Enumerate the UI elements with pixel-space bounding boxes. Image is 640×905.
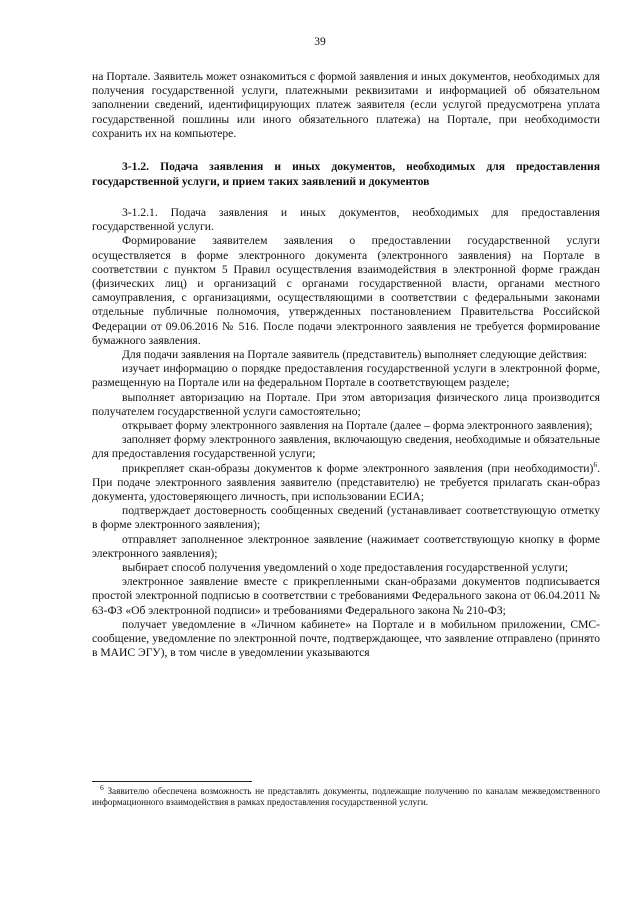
list-item-fill-form: заполняет форму электронного заявления, включающую сведения, необходимые и обязательные для предоставления государственной услуги; (92, 433, 600, 461)
footnote-text: Заявителю обеспечена возможность не представлять документы, подлежащие получению по каналам межведомственного информационного взаимодействия в рамках предоставления государственной услуги. (92, 786, 600, 808)
list-item-open-form: открывает форму электронного заявления на Портале (далее – форма электронного заявления); (122, 419, 593, 433)
paragraph-formation: Формирование заявителем заявления о предоставлении государственной услуги осуществляется в форме электронного документа (электронного заявления) на Портале в соответствии с пунктом 5 Правил осуществления взаимодействия в электронной форме граждан (физических лиц) и организаций с органами государственной власти, органами местного самоуправления, с организациями, осуществляющими в соответствии с федеральными законами отдельные публичные полномочия, утвержденных постановлением Правительства Российской Федерации от 09.06.2016 № 516. После подачи электронного заявления не требуется формирование бумажного заявления. (92, 234, 600, 347)
attach-text-after: . При подаче электронного заявления заявителю (представителю) не требуется прилагать скан-образ документа, удостоверяющего личность, при использовании ЕСИА; (92, 461, 600, 504)
intro-paragraph: на Портале. Заявитель может ознакомиться с формой заявления и иных документов, необходимых для получения государственной услуги, платежными реквизитами и информацией об обязательном заполнении сведений, идентифицирующих платеж заявителя (если услугой предусмотрена уплата государственной пошлины или иного обязательного платежа) на Портале, при необходимости сохранить их на компьютере. (92, 70, 600, 140)
list-item-notification-method: выбирает способ получения уведомлений о ходе предоставления государственной услуги; (122, 561, 569, 575)
list-item-receive-notification: получает уведомление в «Личном кабинете» на Портале и в мобильном приложении, СМС-сообщение, уведомление по электронной почте, подтверждающее, что заявление отправлено (принято в МАИС ЭГУ), в том числе в уведомлении указываются (92, 617, 600, 660)
paragraph-actions-intro: Для подачи заявления на Портале заявитель (представитель) выполняет следующие действия: (122, 348, 588, 362)
list-item-attach-scans (92, 459, 600, 505)
page-number: 39 (314, 36, 326, 48)
footnote (92, 782, 600, 809)
list-item-send: отправляет заполненное электронное заявление (нажимает соответствующую кнопку в форме электронного заявления); (92, 532, 600, 560)
list-item-signature: электронное заявление вместе с прикрепленными скан-образами документов подписывается простой электронной подписью в соответствии с требованиями Федерального закона от 06.04.2011 № 63-ФЗ «Об электронной подписи» и требованиями Федерального закона № 210-ФЗ; (92, 575, 600, 617)
footnote-reference: 6 (593, 459, 598, 469)
attach-text-before: прикрепляет скан-образы документов к форме электронного заявления (при необходимости) (122, 461, 594, 475)
list-item-study-info: изучает информацию о порядке предоставления государственной услуги в электронной форме, размещенную на Портале или на федеральном Портале в соответствующем разделе; (92, 362, 600, 390)
section-heading: 3-1.2. Подача заявления и иных документов, необходимых для предоставления государственной услуги, и прием таких заявлений и документов (92, 160, 600, 188)
paragraph-3-1-2-1: 3-1.2.1. Подача заявления и иных документов, необходимых для предоставления государственной услуги. (92, 206, 600, 234)
footnote-divider (92, 781, 252, 782)
list-item-confirm: подтверждает достоверность сообщенных сведений (устанавливает соответствующую отметку в форме электронного заявления); (92, 504, 600, 532)
body-text (92, 206, 600, 661)
intro-block (92, 70, 600, 141)
list-item-authorization: выполняет авторизацию на Портале. При этом авторизация физического лица производится получателем государственной услуги самостоятельно; (92, 390, 600, 418)
footnote-number: 6 (100, 782, 104, 792)
